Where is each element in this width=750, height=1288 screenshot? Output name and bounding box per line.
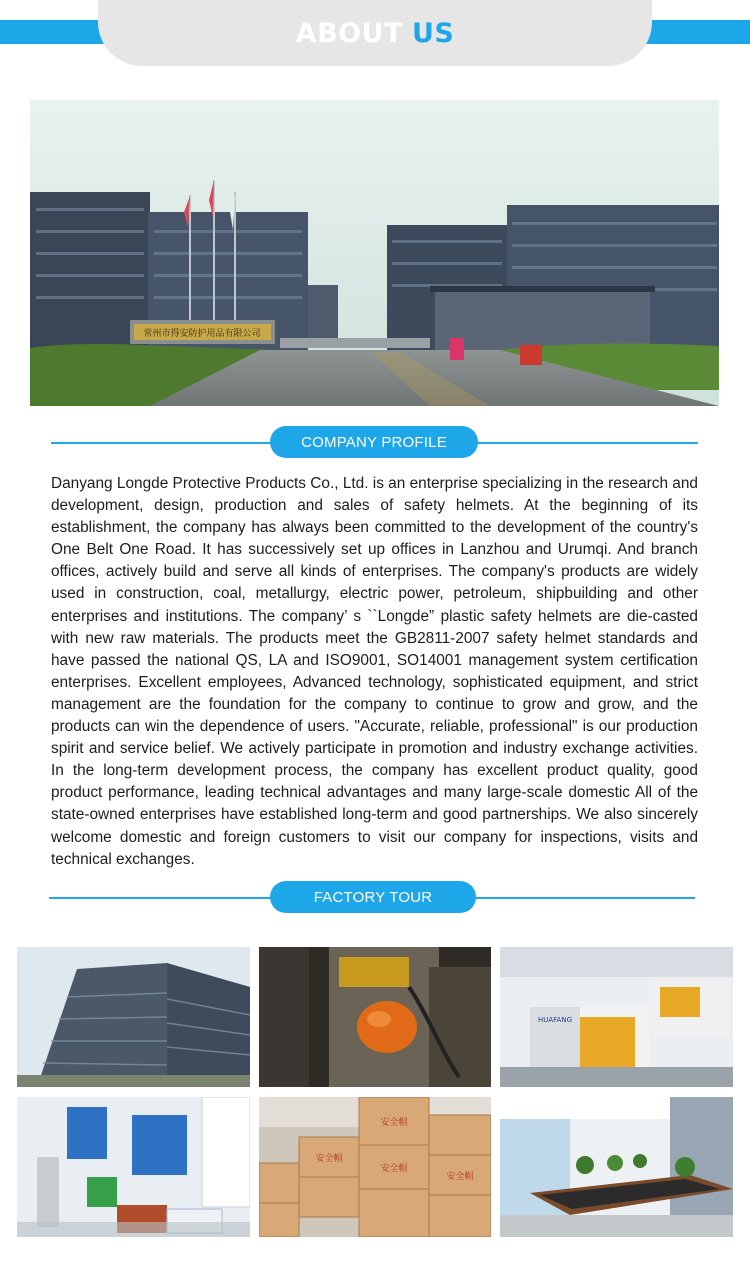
factory-tour-heading: FACTORY TOUR [270,881,476,913]
factory-exterior-photo [30,100,719,406]
carton-label: 安全帽 [446,1172,474,1182]
carton-label: 安全帽 [380,1118,408,1128]
helmet-cartons-warehouse-photo [259,1097,491,1237]
company-profile-heading: COMPANY PROFILE [270,426,478,458]
carton-label: 安全帽 [315,1154,343,1164]
helmet-mold-machine-photo [259,947,491,1087]
machine-label: HUAFANG [537,1016,573,1024]
page-title-word-2: US [411,17,455,49]
injection-molding-workshop-photo [500,947,733,1087]
office-building-photo [17,947,250,1087]
page-title [0,0,750,66]
meeting-room-photo [500,1097,733,1237]
page-title-word-1: ABOUT [295,17,403,49]
testing-lab-photo [17,1097,250,1237]
company-profile-text: Danyang Longde Protective Products Co., Ltd. is an enterprise specializing in the research and development, design, production and sales of safety helmets. At the beginning of its establishment, the company has always been committed to the development of the country's One Belt One Road. It has successively set up offices in Lanzhou and Urumqi. And branch offices, actively build and serve all kinds of enterprises. The company's products are widely used in construction, coal, metallurgy, electric power, petroleum, shipbuilding and other enterprises and institutions. The company’ s ``Longde” plastic safety helmets are die-casted with new raw materials. The products meet the GB2811-2007 safety helmet standards and have passed the national QS, LA and ISO9001, SO14001 management system certification enterprises. Excellent employees, Advanced technology, sophisticated equipment, and strict management are the foundation for the company to continue to grow and grow, and the products can win the dependence of users. "Accurate, reliable, professional" is our production spirit and service belief. We actively participate in promotion and industry exchange activities. In the long-term development process, the company has excellent product quality, good product performance, leading technical advantages and many large-scale domestic All of the state-owned enterprises have established long-term and good partnerships. We also sincerely welcome domestic and foreign customers to visit our company for inspections, visits and technical exchanges. [51,475,698,868]
hero-sign-text: 常州市得安防护用品有限公司 [143,329,261,339]
carton-label: 安全帽 [380,1164,408,1174]
